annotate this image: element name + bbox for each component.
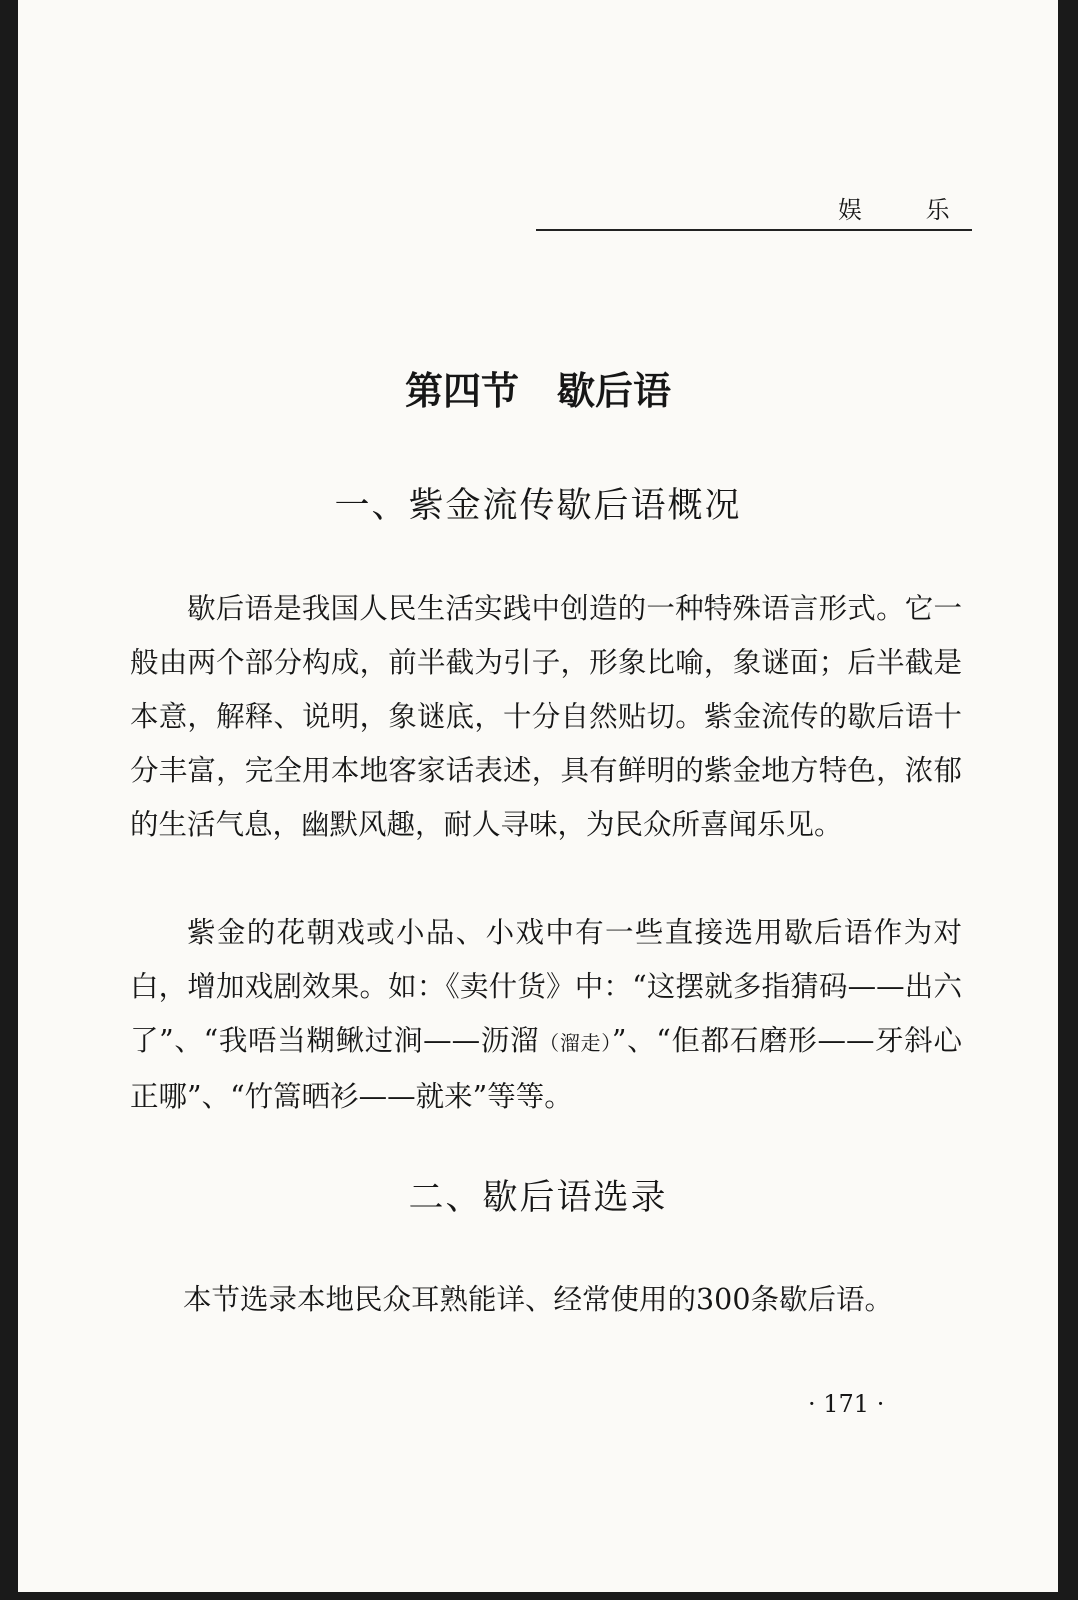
subheading-selection: 二、歇后语选录	[408, 1178, 668, 1218]
header-rule	[536, 229, 972, 231]
running-head: 娱 乐	[838, 196, 978, 224]
paragraph-opera-examples	[130, 906, 962, 1124]
paragraph-text: 紫金的花朝戏或小品、小戏中有一些直接选用歇后语作为对白，增加戏剧效果。如：《卖什货》中：“这摆就多指猜码——出六了”、“我唔当糊鳅过涧——沥溜	[130, 916, 962, 1057]
paragraph-definition: 歇后语是我国人民生活实践中创造的一种特殊语言形式。它一般由两个部分构成，前半截为引子，形象比喻，象谜面；后半截是本意，解释、说明，象谜底，十分自然贴切。紫金流传的歇后语十分丰富，完全用本地客家话表述，具有鲜明的紫金地方特色，浓郁的生活气息，幽默风趣，耐人寻味，为民众所喜闻乐见。	[130, 592, 962, 841]
book-page	[18, 0, 1058, 1592]
subheading-overview: 一、紫金流传歇后语概况	[334, 486, 742, 526]
page-number: · 171 ·	[808, 1390, 885, 1418]
selection-intro: 本节选录本地民众耳熟能详、经常使用的300条歇后语。	[183, 1283, 893, 1316]
gloss-note: （溜走）	[539, 1031, 612, 1055]
section-title: 第四节 歇后语	[404, 368, 671, 413]
paragraph-text: ”、“佢都石磨形——牙斜心正哪”、“竹篙晒衫——就来”等等。	[130, 1024, 962, 1113]
